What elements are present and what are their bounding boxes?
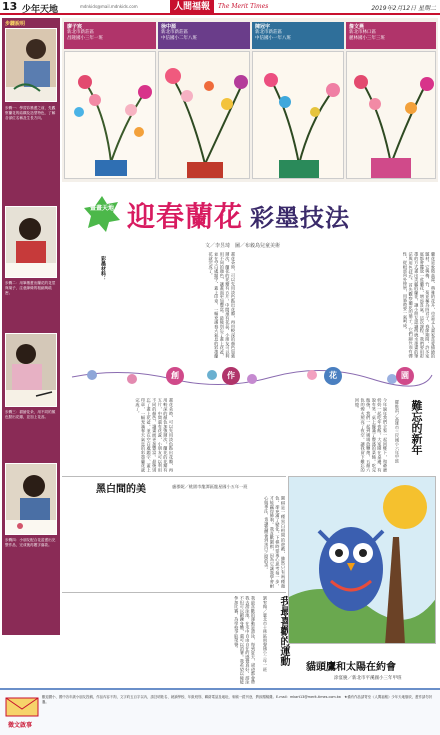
step-photo-3 [5, 333, 57, 407]
article-byline: 文／李昱琦 圖／布穀鳥兒童美術 [205, 243, 281, 249]
article-subhead: 彩墨材料： [100, 256, 106, 281]
step-text-3: 步驟三：描繪花朵，用不同的顏色點出花瓣，並加上花蕊。 [5, 410, 56, 419]
masthead [0, 0, 440, 15]
story1-title: 難忘的新年 [410, 400, 423, 455]
notice-text: 歡迎國小、國中各年級小朋友投稿，作品內容不拘，文字約五百字以內，請註明姓名、就讀學校、年級班別、聯絡電話及地址，來稿一經刊登，將致贈稿費。E-mail：mkart13@merit-times.com.tw ★備有作品請寄至《人間福報》少年天地版收，畫作請勿折疊。 [42, 695, 433, 705]
step-photo-1 [5, 28, 57, 102]
owl-author: 涂宴慶／新北市平溪國小三年甲班 [334, 676, 402, 681]
steps-sidebar [2, 18, 60, 635]
artwork-strip [62, 18, 438, 182]
artwork-caption-3: 陳冠宇 新北市新莊區 中信國小一年八班 [252, 22, 344, 49]
article-body-right: 蘭花是象徵高潔、典雅的花卉，也是文人畫家喜愛描繪的題材。它與梅、竹、菊並稱為四君子。春節期間，許多家庭都會擺放一盆蘭花，增添喜氣。這次課程，我們要用彩墨的方式畫出美麗的蘭花，讓小朋友認識傳統水墨畫的筆法與用色技巧。首先觀察蘭花的葉子，它們細長而有彈性，從根部向外伸展，用筆時要一氣呵成。 [403, 252, 436, 358]
page-number: 13 [2, 0, 18, 13]
envelope-icon [4, 694, 40, 718]
story3-author: 劉宥翰／臺北市士林區雨聲國小三年一班 [263, 596, 268, 672]
paint-splash-icon [82, 194, 122, 234]
article-headline [82, 191, 422, 239]
article-body-left: 畫花朵時，可以先用淡色點出花瓣，再用較深的顏色加強層次。蘭花的花瓣有五片，中間還有花蕊，小朋友可以利用不同的顏色，讓畫面更加豐富。最後別忘了畫上花盆，並在空白處題字、蓋上印章，一幅充滿春天氣息的彩墨蘭花就完成了。 [208, 252, 236, 358]
notice-label: 徵文啟事 [8, 722, 33, 729]
newspaper-logo: 人間福報 [170, 0, 214, 14]
newspaper-logo-en: The Merit Times [218, 3, 269, 10]
story2-body: 圍棋是一種黑白相間的遊戲，雖然只有兩種顏色，卻充滿了變化。下棋時要專心思考每一步，才能贏得勝利。我喜歡圍棋，因為它讓我學會耐心與專注，也讓我體會到黑白之間的美。 [264, 496, 286, 588]
artwork-caption-2: 徐中源 新北市新莊區 中信國小二年八班 [158, 22, 250, 49]
flower-garland-icon [62, 363, 438, 391]
section-url: mdnkids@mail.mdnkids.com [80, 4, 138, 9]
issue-date: 2019年2月12日 星期二 [371, 5, 436, 12]
artwork-caption-4: 詹文燕 新北市林口區 麗林國小三年三班 [346, 22, 436, 49]
orchid-painting-1 [64, 51, 156, 179]
step-text-4: 步驟四：小朋友配合花盆畫出完整作品，完成後再題字落款。 [5, 538, 56, 547]
section-title: 少年天地 [22, 5, 59, 15]
banner-word-2: 作 [222, 367, 240, 385]
badge-label: 畫畫天地 [90, 205, 115, 212]
creative-garden-banner [62, 363, 438, 391]
headline-sub: 彩墨技法 [250, 203, 350, 232]
banner-word-3: 花 [324, 367, 342, 385]
divider [62, 592, 286, 593]
story3-body: 我最喜歡的運動是游泳，每到夏天，爸爸都會帶我去游泳池。在水中自由自在的感覺真好，游泳不但可以鍛鍊身體，還可以消暑。我希望以後能參加比賽，為學校爭取榮譽。 [234, 596, 256, 684]
orchid-painting-3 [252, 51, 344, 179]
artwork-caption-1: 廖子宸 新北市新莊區 昌隆國小三年一班 [64, 22, 156, 49]
story2-title: 黑白間的美 [96, 484, 146, 495]
banner-word-4: 園 [396, 367, 414, 385]
submission-notice [0, 688, 440, 735]
story1-author: 羅惟淇／高雄市三民國小六年甲班 [395, 400, 400, 463]
step-photo-2 [5, 206, 57, 278]
orchid-painting-4 [346, 51, 436, 179]
story3-title: 我最喜歡的運動 [278, 596, 289, 666]
step-photo-4 [5, 463, 57, 535]
step-text-2: 步驟二：用筆墨畫出蘭花的花莖與葉子，注意線條的粗細與疏密。 [5, 281, 56, 295]
owl-artwork [288, 476, 436, 644]
divider [62, 476, 286, 477]
sidebar-heading: 步驟說明 [5, 21, 26, 27]
story2-author: 盧郡妮／桃園市龍潭區龍星國小五年一班 [172, 484, 248, 489]
banner-word-1: 創 [166, 367, 184, 385]
step-text-1: 步驟一：學習彩墨畫之前，先觀察蘭花的結構及造型特色，了解各部位名稱及生長方向。 [5, 106, 56, 120]
headline-main: 迎春蘭花 [127, 200, 244, 233]
orchid-painting-2 [158, 51, 250, 179]
story1-body: 今年過年我們全家一起回鄉下，和爺爺奶奶一起吃年夜飯。大家圍在桌邊，有說有笑，桌上擺滿了豐盛的菜餚。吃完飯後，我們一起到廣場放鞭炮，五顏六色的煙火照亮了夜空，讓我留下難忘的回憶。 [355, 398, 388, 472]
owl-caption: 貓頭鷹和太陽在約會 [306, 662, 396, 673]
story1-body-cont: 畫花朵時，可以先用淡色點出花瓣，再用較深的顏色加強層次。蘭花的花瓣有五片，中間還有花蕊，小朋友可以利用不同的顏色，讓畫面更加豐富。最後別忘了畫上花盆，並在空白處題字、蓋上印章，一幅充滿春天氣息的彩墨蘭花就完成了。 [135, 398, 174, 472]
